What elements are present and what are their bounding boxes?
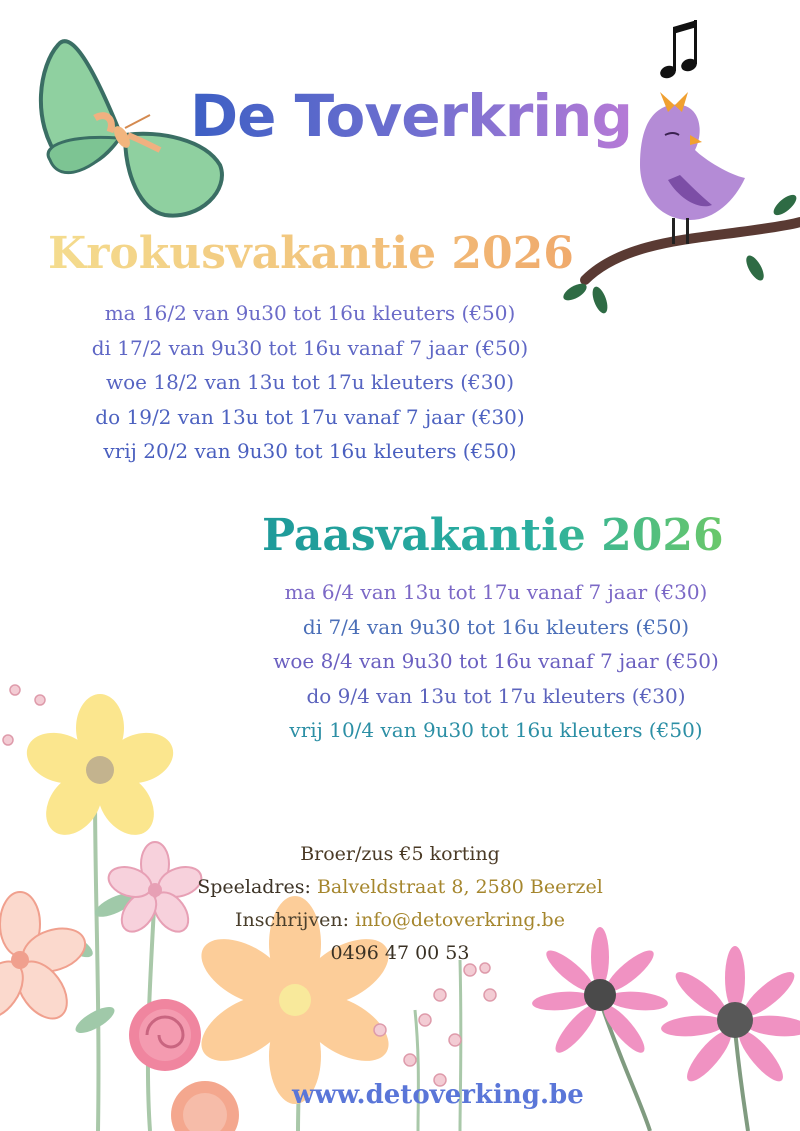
list-item: vrij 20/2 van 9u30 tot 16u kleuters (€50) (103, 439, 517, 463)
list-item: ma 16/2 van 9u30 tot 16u kleuters (€50) (104, 301, 516, 325)
paas-heading: Paasvakantie 2026 (262, 510, 724, 561)
music-note-icon (658, 20, 698, 80)
list-item: do 9/4 van 13u tot 17u kleuters (€30) (306, 683, 686, 708)
signup-line (170, 904, 630, 937)
bird-icon (640, 92, 745, 244)
signup-email-link[interactable]: info@detoverkring.be (355, 909, 565, 931)
page-title: De Toverkring (190, 82, 632, 150)
list-item: vrij 10/4 van 9u30 tot 16u kleuters (€50) (289, 718, 703, 742)
list-item: ma 6/4 van 13u tot 17u vanaf 7 jaar (€30) (284, 580, 708, 604)
paas-schedule (236, 575, 756, 748)
krokus-heading: Krokusvakantie 2026 (48, 228, 574, 279)
signup-label: Inschrijven: (235, 909, 356, 931)
address-line (170, 871, 630, 904)
address-label: Speeladres: (197, 876, 317, 898)
discount-text: Broer/zus €5 korting (300, 843, 500, 865)
address-value: Balveldstraat 8, 2580 Beerzel (316, 876, 603, 898)
krokus-schedule (40, 296, 580, 469)
list-item: di 17/2 van 9u30 tot 16u vanaf 7 jaar (€50) (91, 335, 529, 360)
website-link[interactable]: www.detoverking.be (292, 1080, 584, 1110)
list-item: woe 8/4 van 9u30 tot 16u vanaf 7 jaar (€50) (273, 649, 719, 673)
list-item: do 19/2 van 13u tot 17u vanaf 7 jaar (€30) (95, 404, 525, 429)
list-item: woe 18/2 van 13u tot 17u kleuters (€30) (106, 370, 514, 394)
phone-number: 0496 47 00 53 (330, 942, 470, 964)
list-item: di 7/4 van 9u30 tot 16u kleuters (€50) (302, 614, 690, 639)
contact-info (170, 838, 630, 970)
